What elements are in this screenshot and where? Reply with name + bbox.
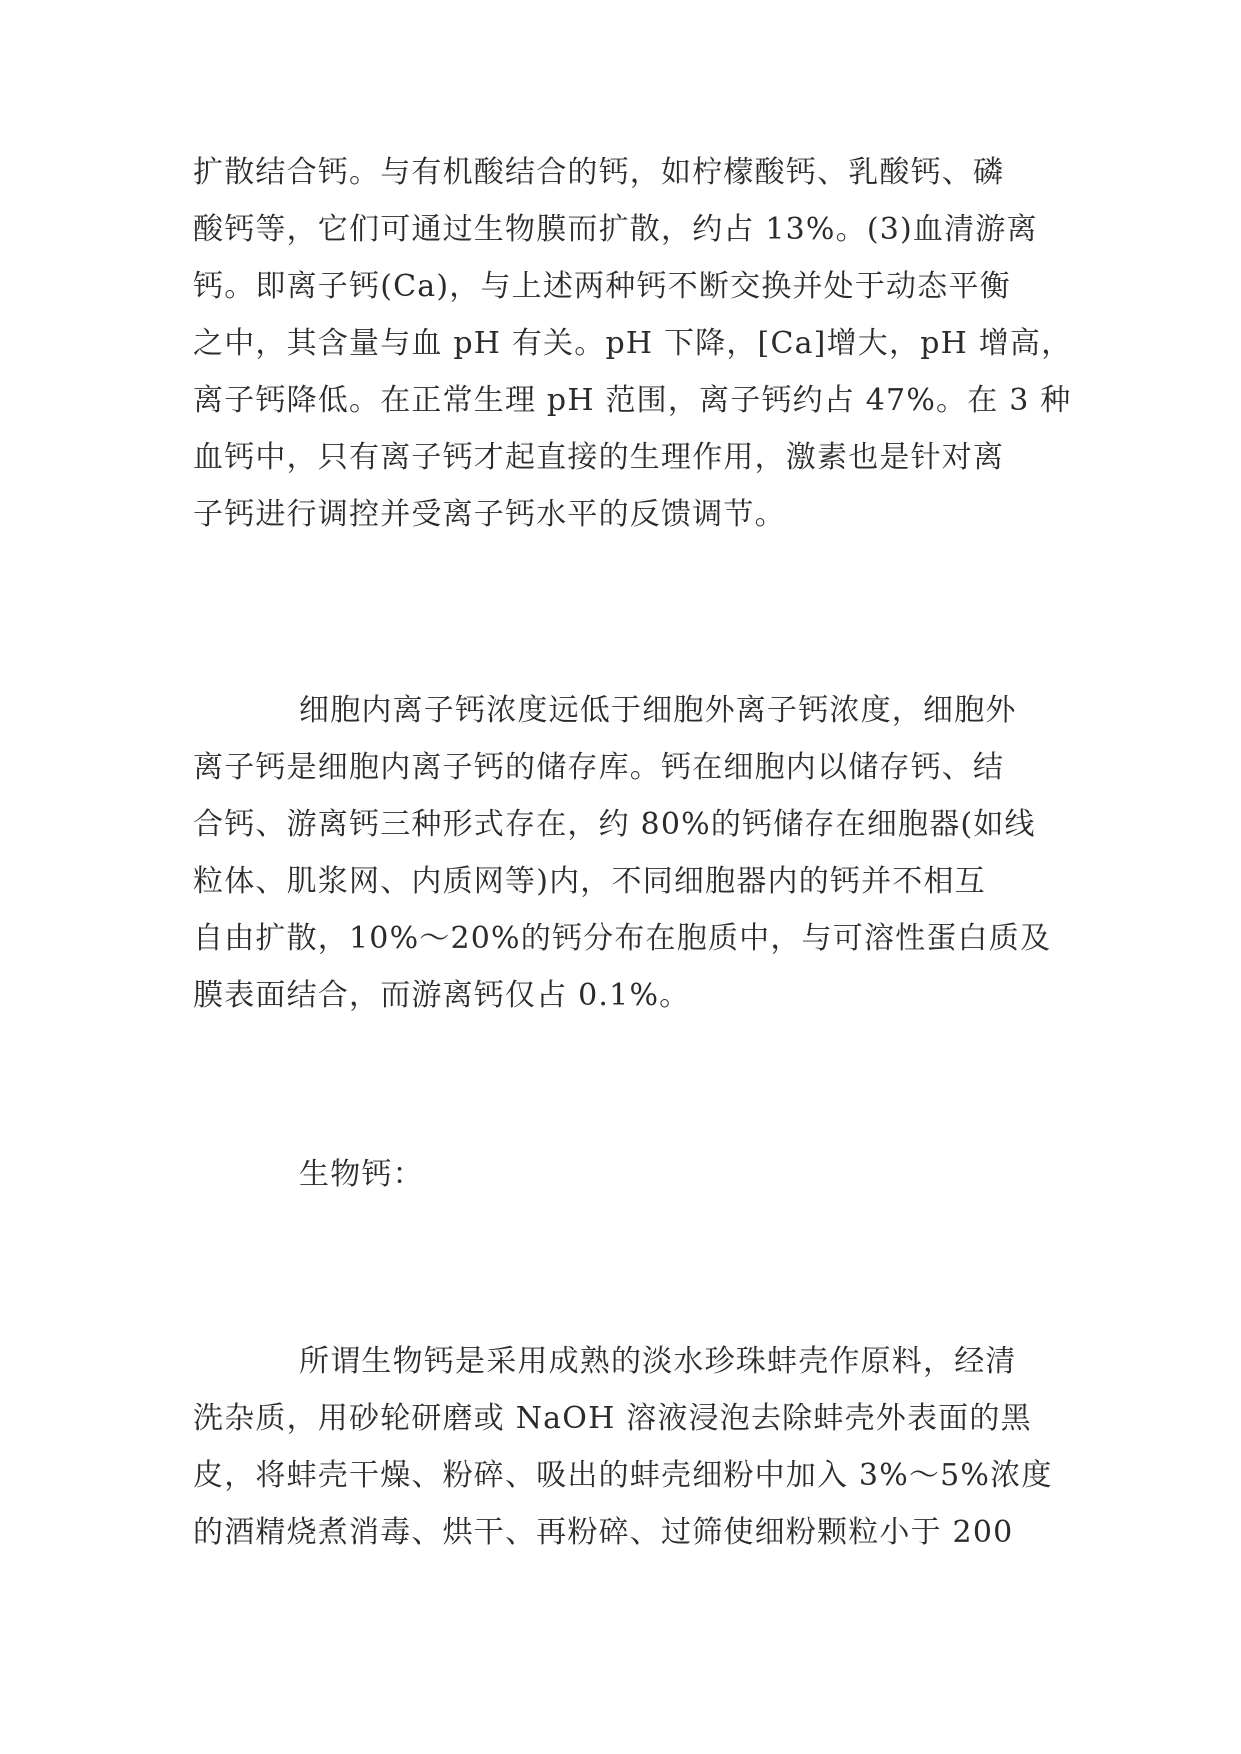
text-line: 细胞内离子钙浓度远低于细胞外离子钙浓度，细胞外: [299, 693, 1017, 728]
text-line: 扩散结合钙。与有机酸结合的钙，如柠檬酸钙、乳酸钙、磷: [193, 155, 1005, 190]
text-line: 离子钙降低。在正常生理 pH 范围，离子钙约占 47%。在 3 种: [193, 383, 1072, 418]
text-line: 酸钙等，它们可通过生物膜而扩散，约占 13%。(3)血清游离: [193, 212, 1038, 247]
text-line: 皮，将蚌壳干燥、粉碎、吸出的蚌壳细粉中加入 3%～5%浓度: [193, 1458, 1053, 1493]
text-line: 洗杂质，用砂轮研磨或 NaOH 溶液浸泡去除蚌壳外表面的黑: [193, 1401, 1032, 1436]
text-line: 粒体、肌浆网、内质网等)内，不同细胞器内的钙并不相互: [193, 864, 986, 899]
text-line: 自由扩散，10%～20%的钙分布在胞质中，与可溶性蛋白质及: [193, 921, 1052, 956]
text-line: 所谓生物钙是采用成熟的淡水珍珠蚌壳作原料，经清: [299, 1344, 1017, 1379]
paragraph-blood-calcium: [193, 144, 1073, 543]
section-heading: 生物钙：: [299, 1157, 424, 1192]
paragraph-intracellular-calcium: [193, 682, 1053, 1024]
text-line: 血钙中，只有离子钙才起直接的生理作用，激素也是针对离: [193, 440, 1005, 475]
text-line: 合钙、游离钙三种形式存在，约 80%的钙储存在细胞器(如线: [193, 807, 1036, 842]
text-line: 之中，其含量与血 pH 有关。pH 下降，[Ca]增大，pH 增高，: [193, 326, 1073, 361]
text-line: 钙。即离子钙(Ca)，与上述两种钙不断交换并处于动态平衡: [193, 269, 1011, 304]
text-line: 膜表面结合，而游离钙仅占 0.1%。: [193, 978, 691, 1013]
text-line: 的酒精烧煮消毒、烘干、再粉碎、过筛使细粉颗粒小于 200: [193, 1515, 1014, 1550]
section-heading-biocalcium: [193, 1146, 1053, 1203]
text-line: 离子钙是细胞内离子钙的储存库。钙在细胞内以储存钙、结: [193, 750, 1005, 785]
paragraph-biocalcium-definition: [193, 1333, 1053, 1561]
text-line: 子钙进行调控并受离子钙水平的反馈调节。: [193, 497, 786, 532]
